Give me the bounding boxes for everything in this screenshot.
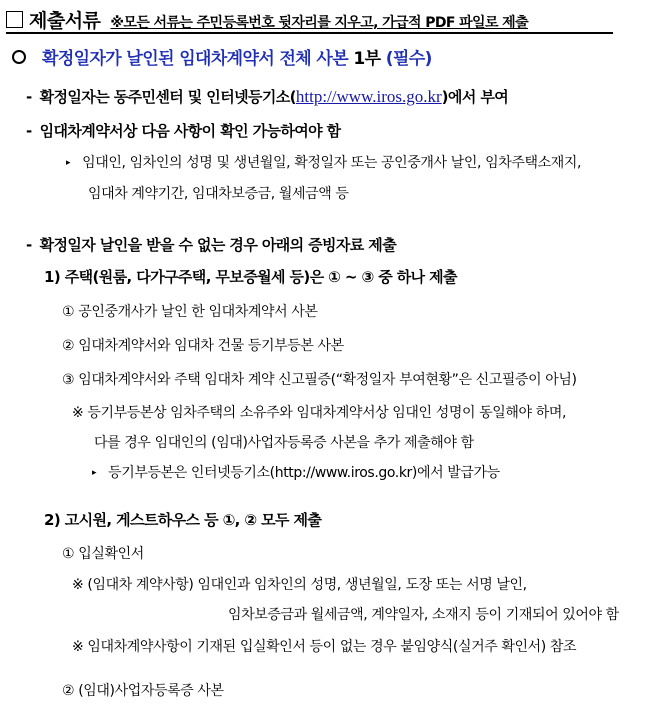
circle-bullet-icon bbox=[12, 50, 26, 64]
case2-option-2: ② (임대)사업자등록증 사본 bbox=[62, 683, 224, 699]
case1-note: ※ 등기부등본상 임차주택의 소유주와 임대차계약서상 임대인 성명이 동일해야 하며, bbox=[72, 405, 566, 421]
case1-option-1: ① 공인중개사가 날인 한 임대차계약서 사본 bbox=[62, 304, 318, 320]
submission-note: ※모든 서류는 주민등록번호 뒷자리를 지우고, 가급적 PDF 파일로 제출 bbox=[110, 15, 529, 31]
case1-note-cont: 다를 경우 임대인의 (임대)사업자등록증 사본을 추가 제출해야 함 bbox=[94, 435, 474, 451]
section-heading bbox=[12, 44, 432, 69]
case2-note-2: ※ 임대차계약사항이 기재된 입실확인서 등이 없는 경우 붙임양식(실거주 확인서) 참조 bbox=[72, 639, 577, 655]
case1-heading: 1) 주택(원룸, 다가구주택, 무보증월세 등)은 ① ~ ③ 중 하나 제출 bbox=[44, 268, 457, 286]
checkbox-square-icon bbox=[6, 11, 23, 28]
case1-option-2: ② 임대차계약서와 임대차 건물 등기부등본 사본 bbox=[62, 338, 344, 354]
case2-note-1: ※ (임대차 계약사항) 임대인과 임차인의 성명, 생년월일, 도장 또는 서명 날인, bbox=[72, 577, 527, 593]
case1-note-sub: ▸ 등기부등본은 인터넷등기소(http://www.iros.go.kr)에서 발급가능 bbox=[92, 465, 500, 481]
list-item: - 임대차계약서상 다음 사항이 확인 가능하여야 함 bbox=[26, 122, 341, 140]
document-title-row bbox=[6, 6, 528, 33]
section-count: 1부 bbox=[353, 49, 381, 69]
case1-option-3: ③ 임대차계약서와 주택 임대차 계약 신고필증(“확정일자 부여현황”은 신고필증이 아님) bbox=[62, 372, 577, 388]
list-item: - 확정일자는 동주민센터 및 인터넷등기소(http://www.iros.go.kr)에서 부여 bbox=[26, 87, 509, 106]
case2-heading: 2) 고시원, 게스트하우스 등 ①, ② 모두 제출 bbox=[44, 511, 322, 529]
document-title: 제출서류 bbox=[29, 10, 101, 32]
section-title: 확정일자가 날인된 임대차계약서 전체 사본 bbox=[42, 49, 349, 69]
case2-note-1-cont: 임차보증금과 월세금액, 계약일자, 소재지 등이 기재되어 있어야 함 bbox=[228, 607, 619, 623]
list-subitem: ▸ 임대인, 임차인의 성명 및 생년월일, 확정일자 또는 공인중개사 날인, 임차주택소재지, bbox=[66, 155, 581, 171]
triangle-bullet-icon: ▸ bbox=[66, 158, 71, 168]
triangle-bullet-icon: ▸ bbox=[92, 468, 97, 478]
list-item: - 확정일자 날인을 받을 수 없는 경우 아래의 증빙자료 제출 bbox=[26, 236, 397, 254]
title-underline bbox=[6, 32, 613, 34]
section-required: (필수) bbox=[385, 49, 432, 69]
list-subitem-cont: 임대차 계약기간, 임대차보증금, 월세금액 등 bbox=[88, 186, 349, 202]
iros-link[interactable]: http://www.iros.go.kr bbox=[295, 87, 442, 106]
case2-option-1: ① 입실확인서 bbox=[62, 546, 144, 562]
